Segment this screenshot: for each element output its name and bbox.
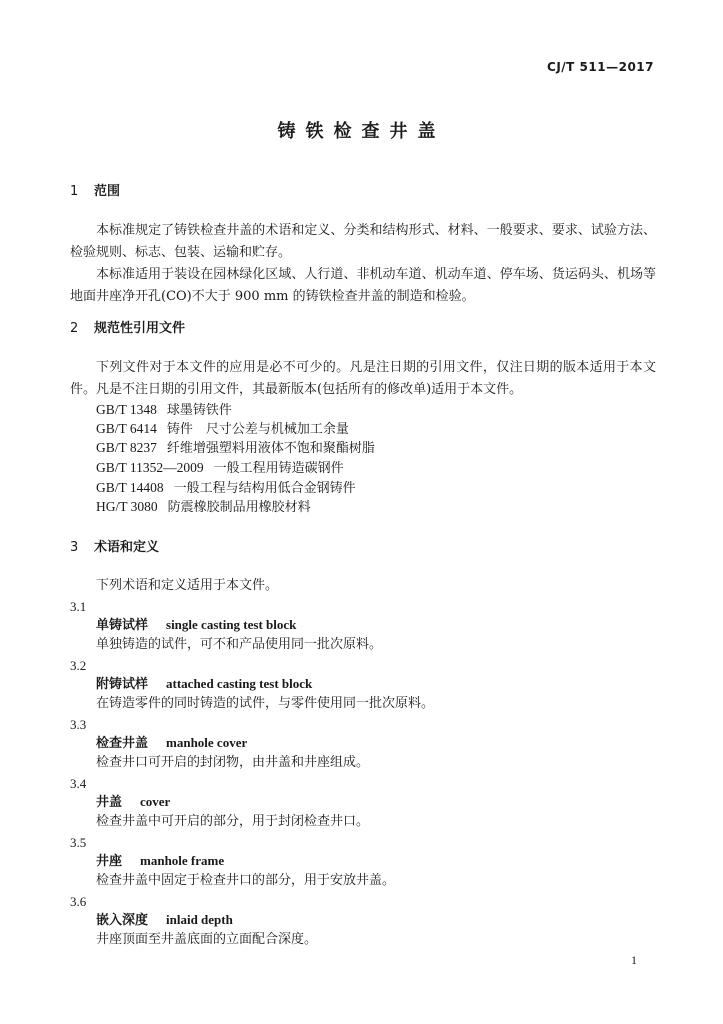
reference-code: GB/T 8237 xyxy=(96,440,157,455)
term-english: manhole frame xyxy=(140,853,225,868)
terms-intro: 下列术语和定义适用于本文件。 xyxy=(96,578,279,593)
term-english: attached casting test block xyxy=(166,676,313,691)
section-heading-scope xyxy=(0,182,120,202)
section-heading-terms xyxy=(0,538,159,558)
scope-paragraph-2: 本标准适用于装设在园林绿化区域、人行道、非机动车道、机动车道、停车场、货运码头、机场等地面井座净开孔(CO)不大于 900 mm 的铸铁检查井盖的制造和检验。 xyxy=(70,267,656,304)
term-heading xyxy=(96,792,170,813)
reference-code: GB/T 6414 xyxy=(96,421,157,436)
term-number: 3.1 xyxy=(70,599,87,614)
term-heading xyxy=(96,733,247,754)
reference-item xyxy=(96,497,311,518)
term-chinese: 检查井盖 xyxy=(96,736,149,751)
term-number: 3.5 xyxy=(70,835,87,850)
document-code: CJ/T 511—2017 xyxy=(547,60,654,74)
term-chinese: 井盖 xyxy=(96,795,123,810)
term-heading xyxy=(96,851,224,872)
term-number: 3.4 xyxy=(70,776,87,791)
term-definition: 在铸造零件的同时铸造的试件，与零件使用同一批次原料。 xyxy=(96,696,435,711)
term-english: single casting test block xyxy=(166,617,297,632)
normative-intro: 下列文件对于本文件的应用是必不可少的。凡是注日期的引用文件，仅注日期的版本适用于本文件。凡是不注日期的引用文件，其最新版本(包括所有的修改单)适用于本文件。 xyxy=(70,360,656,397)
reference-item xyxy=(96,458,344,479)
term-english: manhole cover xyxy=(166,735,248,750)
term-heading xyxy=(96,615,296,636)
reference-name: 球墨铸铁件 xyxy=(166,403,232,418)
reference-name: 铸件 尺寸公差与机械加工余量 xyxy=(166,422,349,437)
reference-code: GB/T 14408 xyxy=(96,480,164,495)
reference-name: 防震橡胶制品用橡胶材料 xyxy=(167,500,311,515)
term-number: 3.3 xyxy=(70,717,87,732)
term-heading xyxy=(96,910,233,931)
section-heading-normative xyxy=(0,319,185,339)
term-chinese: 嵌入深度 xyxy=(96,913,149,928)
term-number: 3.6 xyxy=(70,894,87,909)
term-definition: 检查井口可开启的封闭物，由井盖和井座组成。 xyxy=(96,755,370,770)
reference-name: 一般工程用铸造碳钢件 xyxy=(213,461,344,476)
reference-item xyxy=(96,400,232,421)
section-number: 2 xyxy=(70,321,79,336)
scope-paragraph-1: 本标准规定了铸铁检查井盖的术语和定义、分类和结构形式、材料、一般要求、要求、试验方法、检验规则、标志、包装、运输和贮存。 xyxy=(70,223,656,260)
reference-code: HG/T 3080 xyxy=(96,499,158,514)
term-definition: 检查井盖中固定于检查井口的部分，用于安放井盖。 xyxy=(96,873,396,888)
term-chinese: 井座 xyxy=(96,854,123,869)
page-title: 铸铁检查井盖 xyxy=(277,121,446,142)
term-english: cover xyxy=(140,794,171,809)
term-chinese: 附铸试样 xyxy=(96,677,149,692)
term-definition: 井座顶面至井盖底面的立面配合深度。 xyxy=(96,932,318,947)
reference-item xyxy=(96,438,375,459)
reference-name: 纤维增强塑料用液体不饱和聚酯树脂 xyxy=(166,441,375,456)
term-chinese: 单铸试样 xyxy=(96,618,149,633)
term-english: inlaid depth xyxy=(166,912,233,927)
term-definition: 检查井盖中可开启的部分，用于封闭检查井口。 xyxy=(96,814,370,829)
term-number: 3.2 xyxy=(70,658,87,673)
section-title: 范围 xyxy=(94,184,121,199)
reference-code: GB/T 11352—2009 xyxy=(96,460,204,475)
page-number: 1 xyxy=(631,953,637,967)
reference-code: GB/T 1348 xyxy=(96,402,157,417)
term-definition: 单独铸造的试件，可不和产品使用同一批次原料。 xyxy=(96,637,383,652)
section-number: 1 xyxy=(70,184,79,199)
section-title: 术语和定义 xyxy=(94,540,160,555)
reference-name: 一般工程与结构用低合金钢铸件 xyxy=(173,481,356,496)
section-number: 3 xyxy=(70,540,79,555)
term-heading xyxy=(96,674,312,695)
reference-item xyxy=(96,419,349,440)
reference-item xyxy=(96,478,356,499)
section-title: 规范性引用文件 xyxy=(94,321,186,336)
